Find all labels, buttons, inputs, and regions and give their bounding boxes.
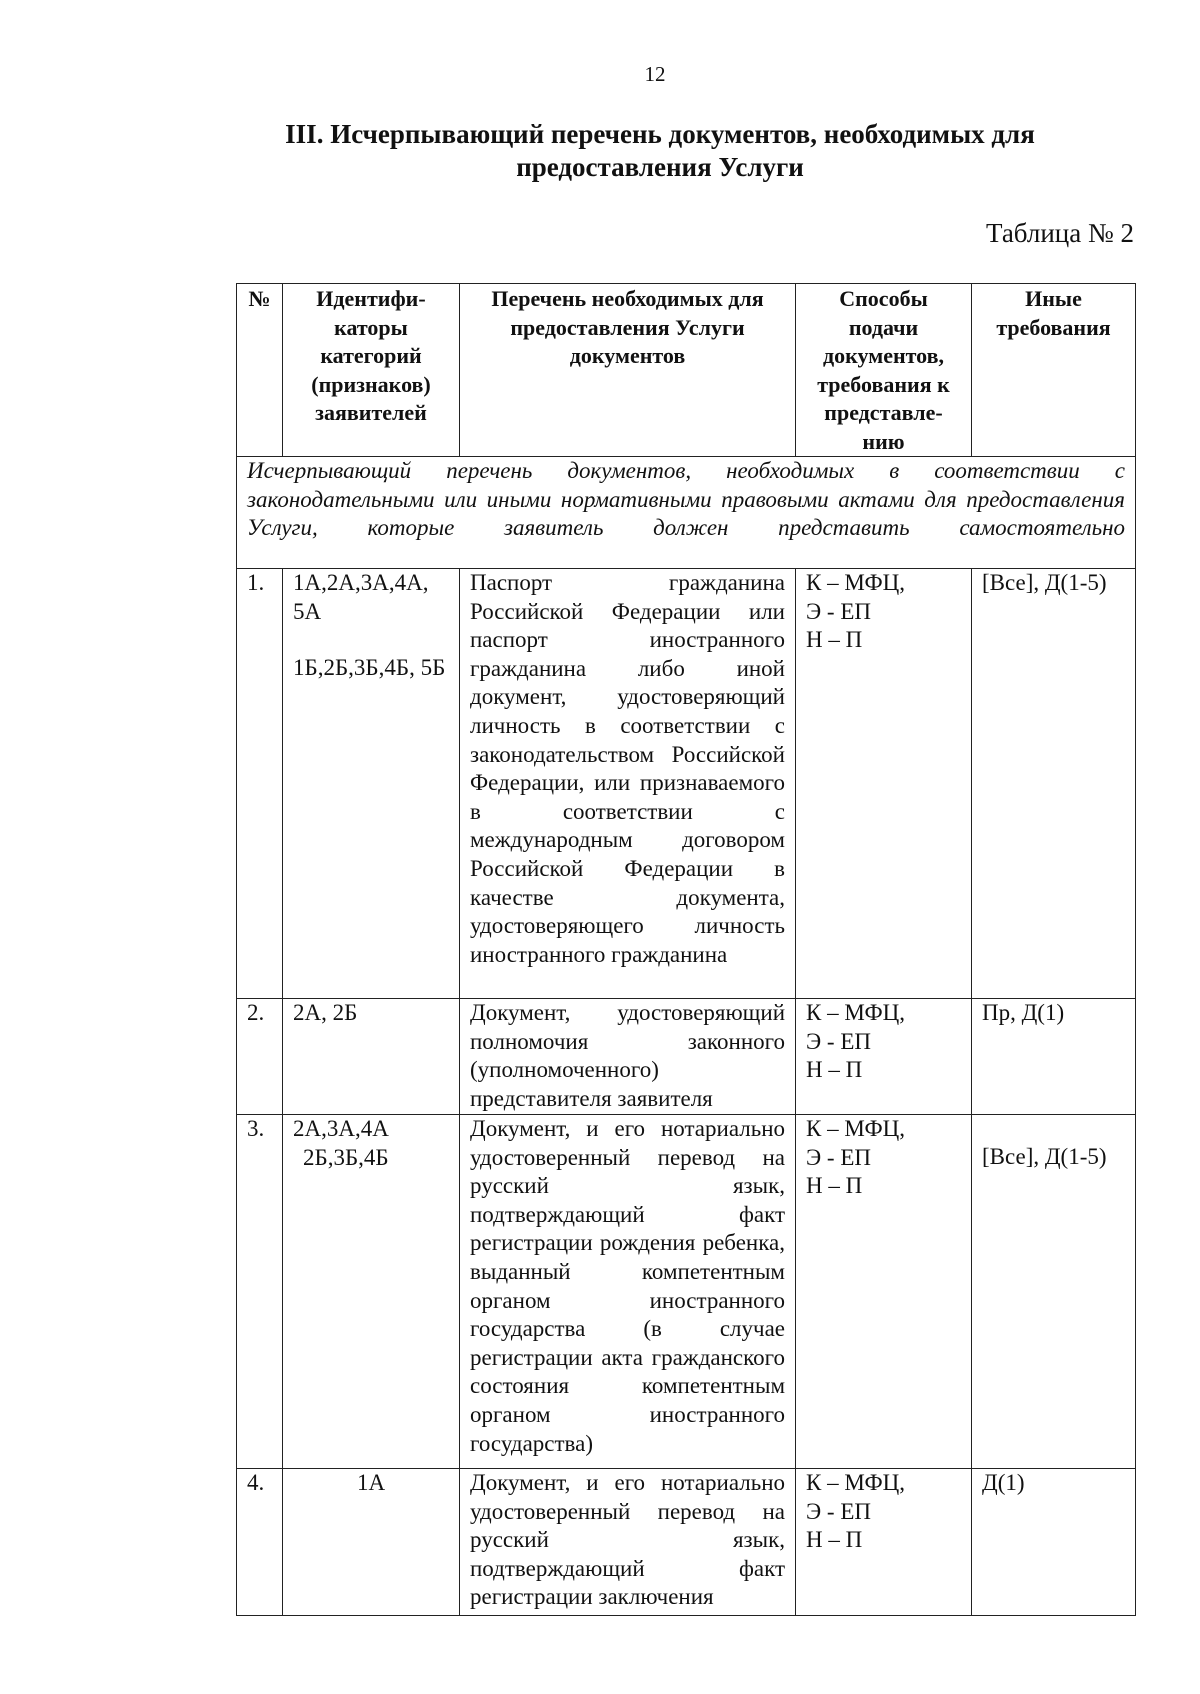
method-item: Э - ЕП <box>806 1144 872 1170</box>
row-identifiers <box>283 1115 460 1469</box>
row-number: 2. <box>237 999 283 1115</box>
other-requirements-text: [Все], Д(1-5) <box>982 1144 1107 1169</box>
row-document: Документ, и его нотариально удостоверенный перевод на русский язык, подтверждающий факт регистрации рождения ребенка, выданный компетентным органом иностранного государства (в случае регистрации акта гражданского состояния компетентным органом иностранного государства) <box>460 1115 796 1469</box>
row-other-requirements: Д(1) <box>972 1469 1136 1616</box>
method-item: Н – П <box>806 1527 863 1553</box>
method-item: Н – П <box>806 1173 863 1199</box>
method-item: К – МФЦ, <box>806 1000 906 1025</box>
row-document: Паспорт гражданина Российской Федерации или паспорт иностранного гражданина либо иной документ, удостоверяющий личность в соответствии с законодательством Российской Федерации, или признаваемого в соответствии с международным договором Российской Федерации в качестве документа, удостоверяющего личность иностранного гражданина <box>460 569 796 999</box>
row-number: 4. <box>237 1469 283 1616</box>
row-other-requirements: Пр, Д(1) <box>972 999 1136 1115</box>
header-documents-list: Перечень необходимых для предоставления Услуги документов <box>460 284 796 457</box>
identifiers-group-a: 2А,3А,4А <box>293 1116 389 1141</box>
table-header-row <box>237 284 1136 457</box>
identifiers-group-b: 2Б,3Б,4Б <box>303 1144 389 1170</box>
table-caption: Таблица № 2 <box>986 218 1134 248</box>
method-item: К – МФЦ, <box>806 1470 906 1495</box>
row-identifiers <box>283 569 460 999</box>
table-row <box>237 569 1136 999</box>
documents-table <box>236 283 1136 1616</box>
table-row <box>237 1115 1136 1469</box>
header-other-requirements: Иные требования <box>972 284 1136 457</box>
row-number: 1. <box>237 569 283 999</box>
identifiers-group-a: 1А,2А,3А,4А, 5А <box>293 570 429 624</box>
section-title: Исчерпывающий перечень документов, необходимых в соответствии с законодательными или иными нормативными правовыми актами для предоставления Услуги, которые заявитель должен представить самостоятельно <box>237 457 1136 569</box>
table-row <box>237 1469 1136 1616</box>
row-other-requirements: [Все], Д(1-5) <box>972 569 1136 999</box>
row-identifiers <box>283 999 460 1115</box>
method-item: Э - ЕП <box>806 598 872 624</box>
section-heading: III. Исчерпывающий перечень документов, необходимых для предоставления Услуги <box>285 119 1035 182</box>
method-item: К – МФЦ, <box>806 570 906 595</box>
header-number: № <box>237 284 283 457</box>
row-methods <box>796 569 972 999</box>
method-item: К – МФЦ, <box>806 1116 906 1141</box>
row-methods <box>796 999 972 1115</box>
row-document: Документ, и его нотариально удостоверенный перевод на русский язык, подтверждающий факт регистрации заключения <box>460 1469 796 1616</box>
row-number: 3. <box>237 1115 283 1469</box>
method-item: Н – П <box>806 627 863 653</box>
row-methods <box>796 1469 972 1616</box>
identifiers-group-b: 1Б,2Б,3Б,4Б, 5Б <box>293 655 446 681</box>
row-document: Документ, удостоверяющий полномочия законного (уполномоченного) представителя заявителя <box>460 999 796 1115</box>
page-number: 12 <box>644 62 666 86</box>
identifiers-group-a: 2А, 2Б <box>293 1000 358 1025</box>
header-submission-methods: Способы подачи документов, требования к представле-нию <box>796 284 972 457</box>
header-applicant-categories: Идентифи-каторы категорий (признаков) заявителей <box>283 284 460 457</box>
method-item: Э - ЕП <box>806 1028 872 1054</box>
section-row <box>237 457 1136 569</box>
row-methods <box>796 1115 972 1469</box>
method-item: Н – П <box>806 1057 863 1083</box>
row-identifiers: 1А <box>283 1469 460 1616</box>
row-other-requirements <box>972 1115 1136 1469</box>
table-row <box>237 999 1136 1115</box>
method-item: Э - ЕП <box>806 1498 872 1524</box>
